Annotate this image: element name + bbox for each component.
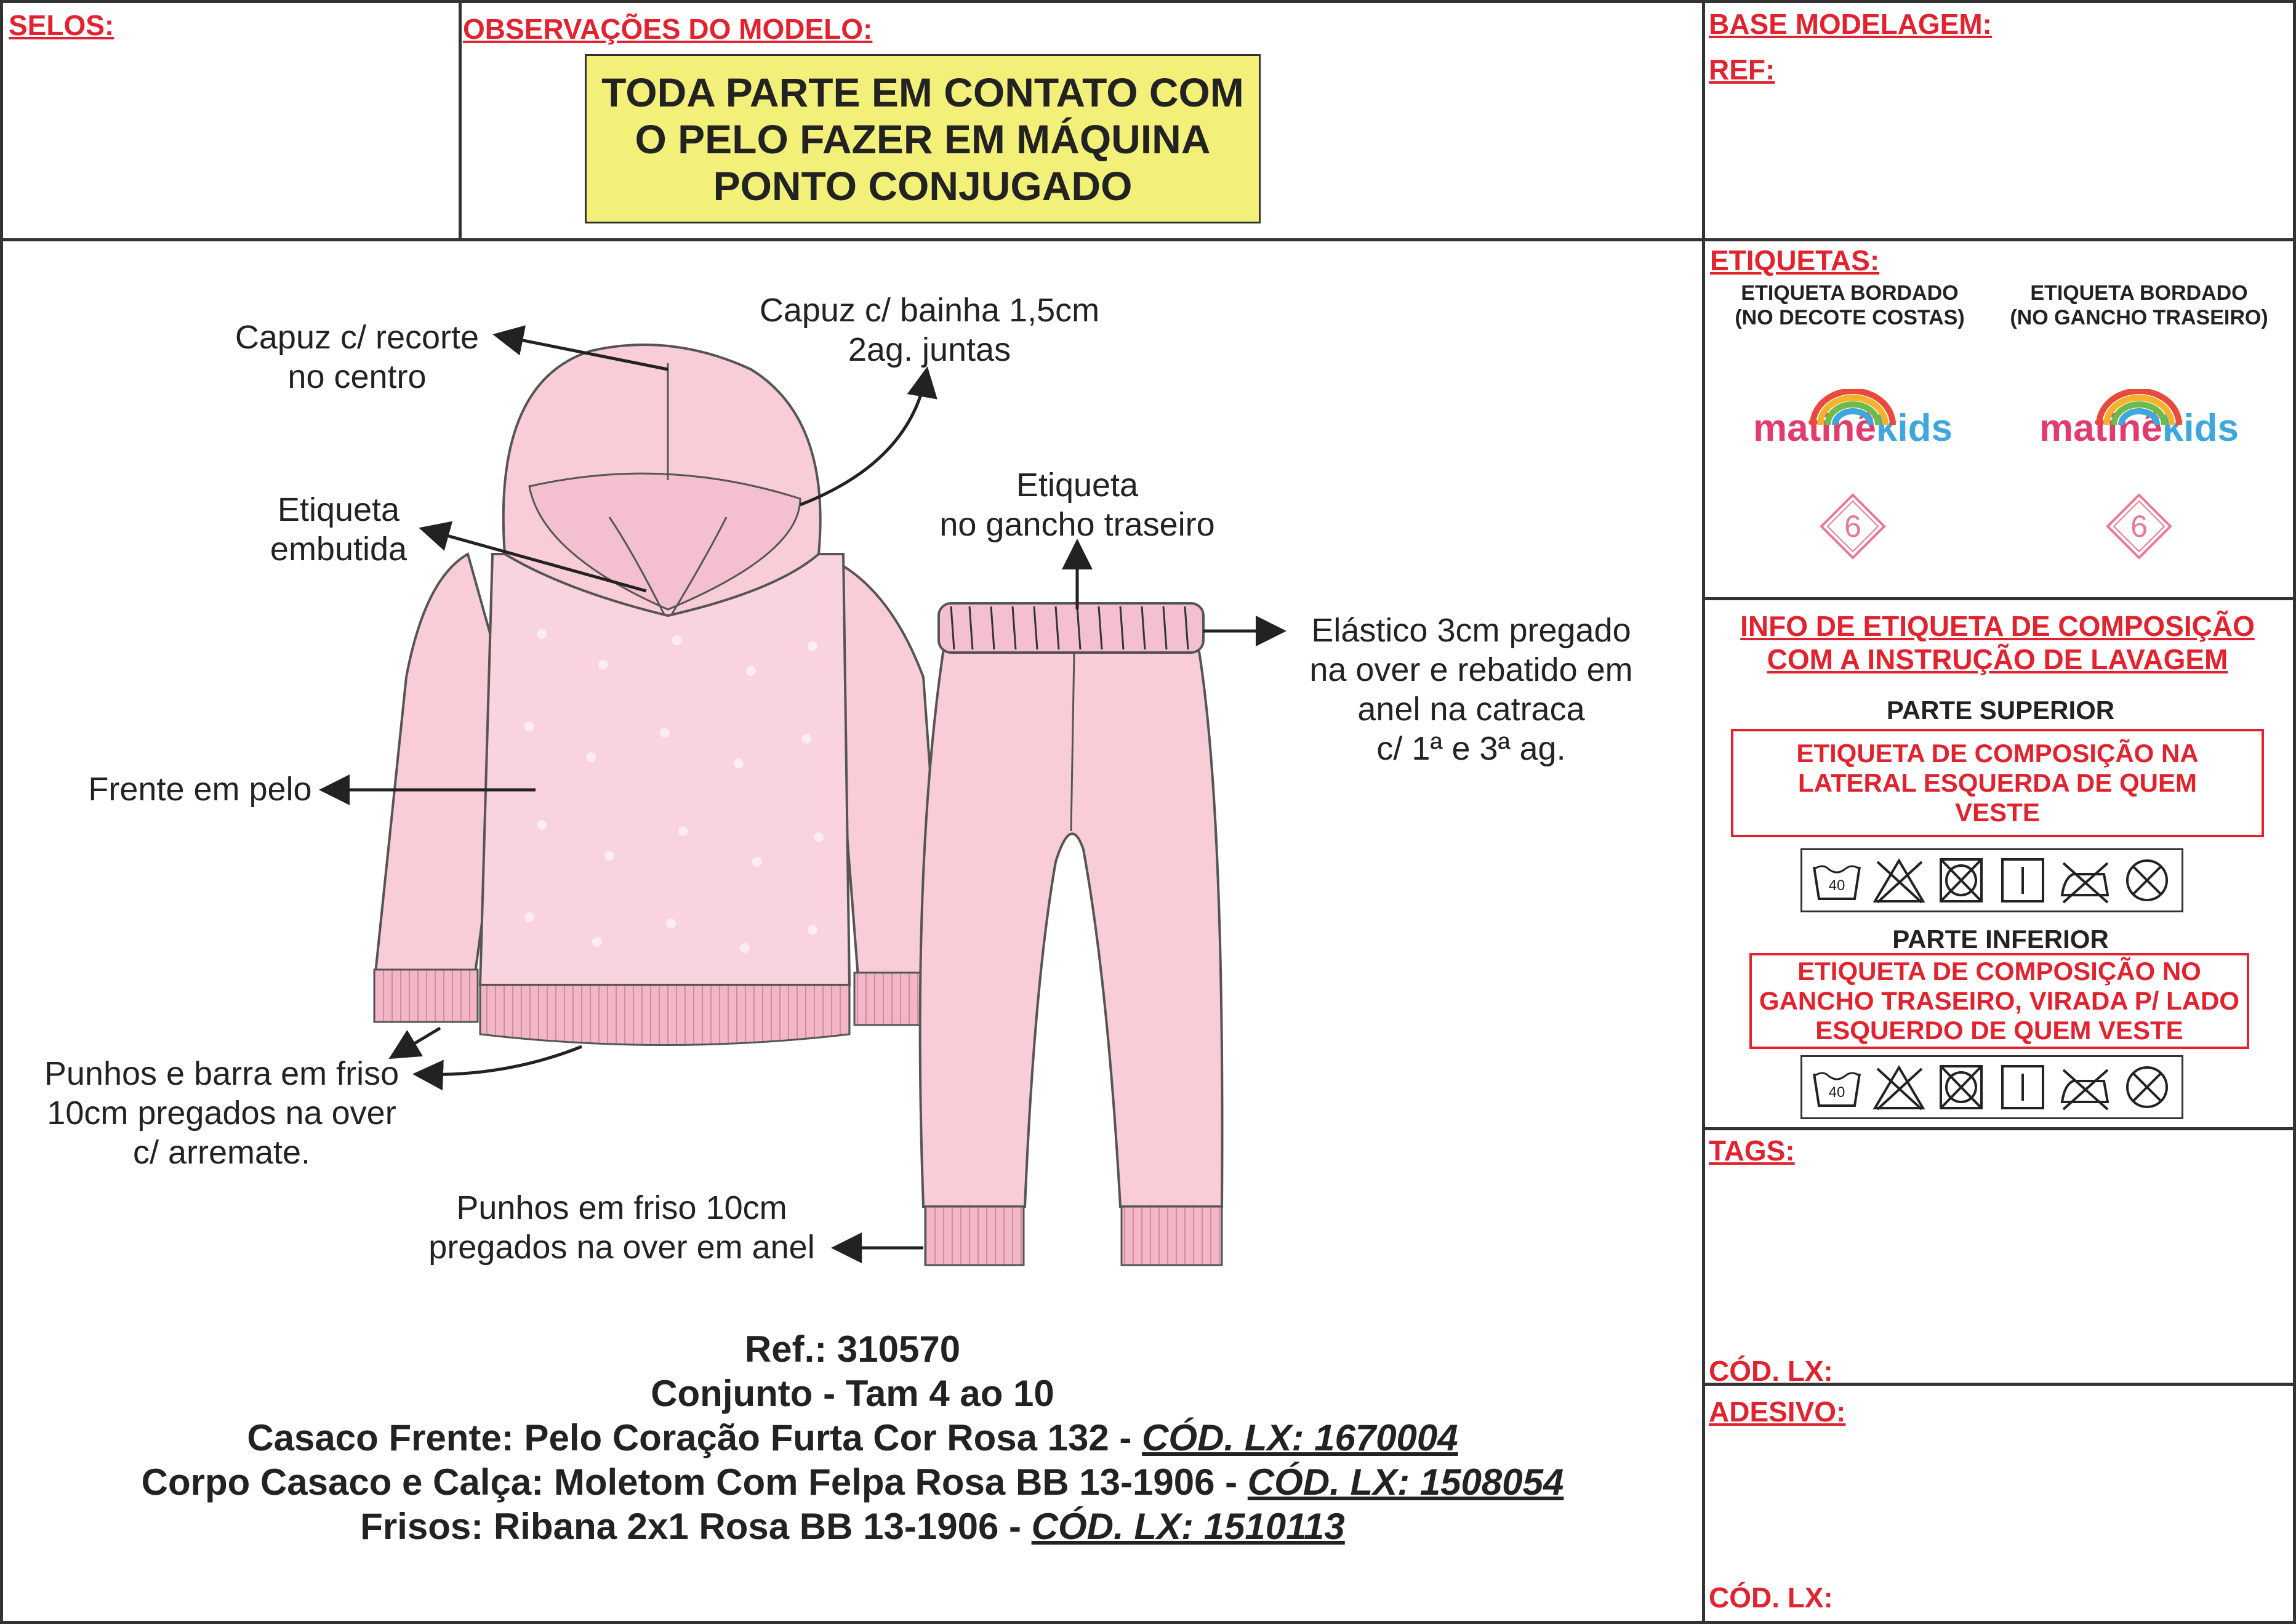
lower-care-symbols <box>1800 1055 2183 1119</box>
no-dry-clean-icon <box>2121 1063 2174 1112</box>
line-dry-icon <box>1996 856 2049 905</box>
brand-logo-left <box>1748 406 1957 450</box>
wash-temp-text: 40 <box>1828 877 1845 894</box>
pants-body <box>920 640 1222 1207</box>
callout-elastico: Elástico 3cm pregado na over e rebatido em anel na catraca c/ 1ª e 3ª ag. <box>1309 612 1633 767</box>
no-tumble-dry-icon <box>1935 856 1988 905</box>
wash-40-icon <box>1810 856 1863 905</box>
hoodie-drawing <box>374 345 947 1045</box>
pants-left-cuff <box>925 1207 1024 1265</box>
size-value: 6 <box>1844 509 1861 544</box>
brand-text-matine: matinê <box>1753 407 1876 449</box>
brand-text-matine: matinê <box>2039 407 2162 449</box>
product-line-1-text: Casaco Frente: Pelo Coração Furta Cor Rosa 132 - <box>247 1417 1142 1458</box>
size-badge-left <box>1819 492 1887 560</box>
product-line-2-code: CÓD. LX: 1508054 <box>1247 1461 1564 1503</box>
lower-part-title: PARTE INFERIOR <box>1892 925 2109 954</box>
no-bleach-icon <box>1873 856 1925 905</box>
size-value: 6 <box>2130 509 2148 544</box>
model-note: TODA PARTE EM CONTATO COM O PELO FAZER EM MÁQUINA PONTO CONJUGADO <box>585 54 1261 223</box>
product-line-1 <box>0 1416 1705 1460</box>
product-line-3-code: CÓD. LX: 1510113 <box>1031 1506 1345 1547</box>
observacoes-header: OBSERVAÇÕES DO MODELO: <box>463 13 873 45</box>
label-left-title: ETIQUETA BORDADO (NO DECOTE COSTAS) <box>1735 281 1965 329</box>
etiquetas-header: ETIQUETAS: <box>1710 244 1880 276</box>
brand-logo-right <box>2034 406 2244 450</box>
hoodie-front-panel <box>480 554 849 985</box>
brand-text-kids: kids <box>1876 407 1953 449</box>
base-modelagem-header: BASE MODELAGEM: <box>1709 8 1992 40</box>
info-composicao-header: INFO DE ETIQUETA DE COMPOSIÇÃO COM A INSTRUÇÃO DE LAVAGEM <box>1740 610 2255 675</box>
callout-etiqueta-gancho: Etiqueta no gancho traseiro <box>939 467 1215 543</box>
product-line-3 <box>0 1505 1705 1549</box>
lower-composition-note: ETIQUETA DE COMPOSIÇÃO NO GANCHO TRASEIRO, VIRADA P/ LADO ESQUERDO DE QUEM VESTE <box>1749 953 2249 1049</box>
brand-text-kids: kids <box>2162 407 2239 449</box>
upper-part-title: PARTE SUPERIOR <box>1886 696 2115 725</box>
no-tumble-dry-icon <box>1935 1063 1988 1112</box>
adesivo-header: ADESIVO: <box>1709 1396 1846 1428</box>
rainbow-icon <box>1807 389 1899 426</box>
size-badge-right <box>2105 492 2173 560</box>
wash-40-icon <box>1810 1063 1863 1112</box>
product-line-2-text: Corpo Casaco e Calça: Moletom Com Felpa Rosa BB 13-1906 - <box>141 1461 1248 1503</box>
hoodie-hem <box>480 985 849 1045</box>
tags-header: TAGS: <box>1709 1135 1795 1167</box>
line-dry-icon <box>1996 1063 2049 1112</box>
label-right-title: ETIQUETA BORDADO (NO GANCHO TRASEIRO) <box>2010 281 2268 329</box>
upper-composition-note: ETIQUETA DE COMPOSIÇÃO NA LATERAL ESQUERDA DE QUEM VESTE <box>1731 729 2264 837</box>
callout-punhos-friso: Punhos em friso 10cm pregados na over em anel <box>428 1189 815 1266</box>
callout-frente-pelo: Frente em pelo <box>88 771 312 808</box>
product-line-3-text: Frisos: Ribana 2x1 Rosa BB 13-1906 - <box>360 1506 1032 1547</box>
wash-temp-text: 40 <box>1828 1084 1845 1101</box>
product-line-1-code: CÓD. LX: 1670004 <box>1142 1417 1458 1458</box>
callout-capuz-bainha: Capuz c/ bainha 1,5cm 2ag. juntas <box>759 292 1100 368</box>
upper-care-symbols <box>1800 848 2183 912</box>
product-line-2 <box>0 1460 1705 1505</box>
pants-drawing <box>920 603 1222 1265</box>
product-conjunto: Conjunto - Tam 4 ao 10 <box>651 1373 1054 1414</box>
callout-punhos-barra: Punhos e barra em friso 10cm pregados na over c/ arremate. <box>44 1055 399 1171</box>
no-bleach-icon <box>1873 1063 1925 1112</box>
selos-header: SELOS: <box>9 9 114 41</box>
ref-header: REF: <box>1709 54 1775 86</box>
rainbow-icon <box>2093 389 2185 426</box>
hoodie-left-cuff <box>374 970 478 1022</box>
adesivo-cod-lx: CÓD. LX: <box>1709 1582 1833 1614</box>
no-iron-icon <box>2058 856 2111 905</box>
callout-etiqueta-embutida: Etiqueta embutida <box>270 491 407 568</box>
no-iron-icon <box>2058 1063 2111 1112</box>
product-ref: Ref.: 310570 <box>744 1329 961 1370</box>
tags-cod-lx: CÓD. LX: <box>1709 1355 1833 1387</box>
callout-capuz-recorte: Capuz c/ recorte no centro <box>235 319 480 395</box>
pants-right-cuff <box>1122 1207 1222 1265</box>
no-dry-clean-icon <box>2121 856 2174 905</box>
